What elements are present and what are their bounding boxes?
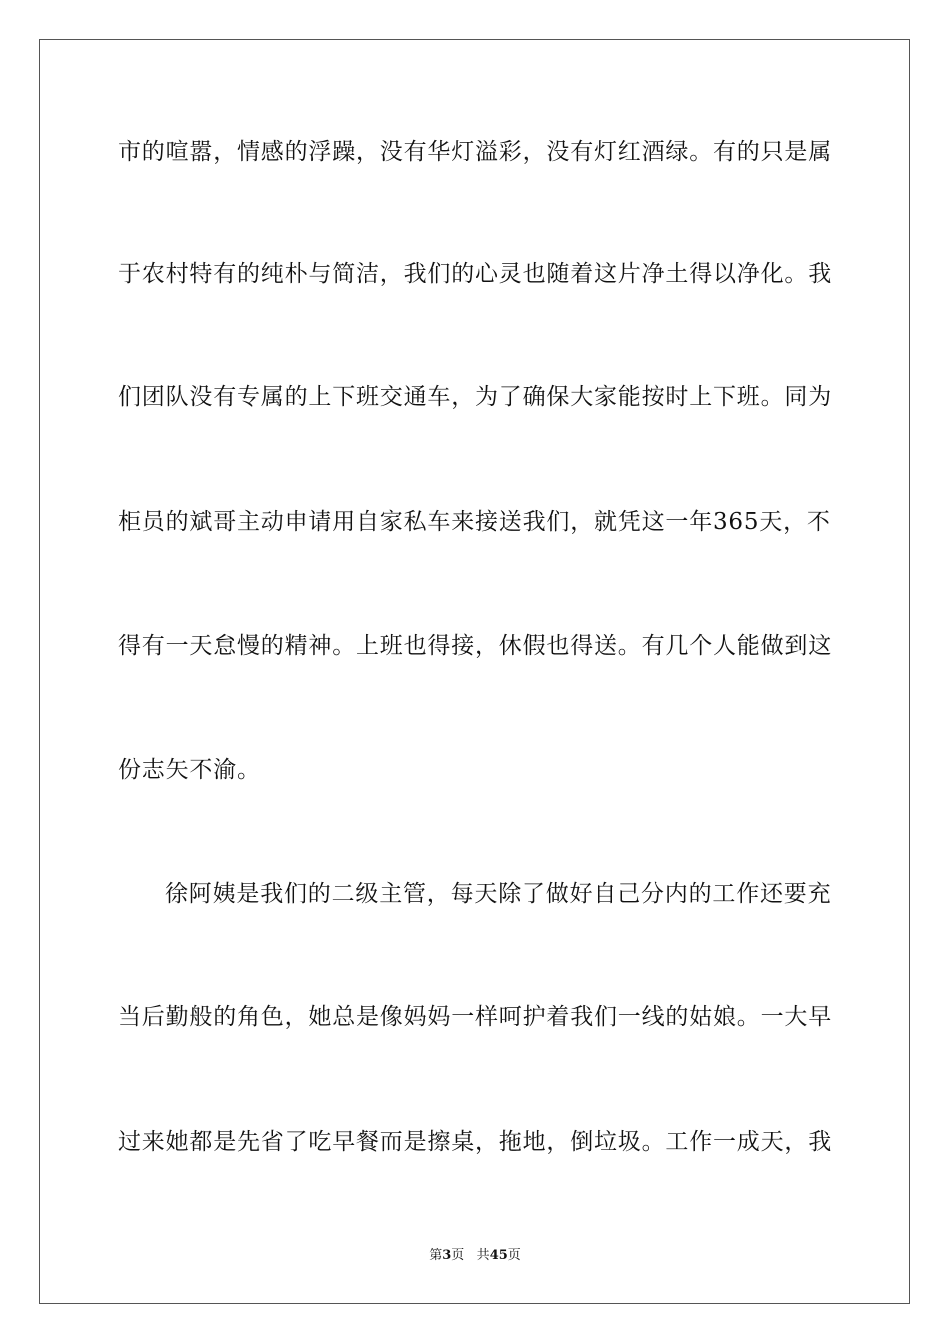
total-suffix: 页 (507, 1248, 521, 1263)
page-suffix: 页 (451, 1248, 465, 1263)
page-number: 3 (442, 1248, 452, 1263)
page-prefix: 第 (429, 1248, 443, 1263)
paragraph-line: 得有一天怠慢的精神。上班也得接，休假也得送。有几个人能做到这 (118, 633, 832, 659)
total-prefix: 共 (476, 1248, 490, 1263)
paragraph-line: 们团队没有专属的上下班交通车，为了确保大家能按时上下班。同为 (118, 384, 832, 410)
page-footer (0, 1248, 950, 1264)
paragraph-line: 柜员的斌哥主动申请用自家私车来接送我们，就凭这一年365天，不 (118, 509, 831, 535)
paragraph-line: 徐阿姨是我们的二级主管，每天除了做好自己分内的工作还要充 (165, 881, 832, 907)
total-pages: 45 (489, 1248, 508, 1263)
paragraph-line: 市的喧嚣，情感的浮躁，没有华灯溢彩，没有灯红酒绿。有的只是属 (118, 139, 832, 165)
page-border (39, 39, 910, 1304)
paragraph-line: 份志矢不渝。 (118, 757, 261, 783)
paragraph-line: 于农村特有的纯朴与简洁，我们的心灵也随着这片净土得以净化。我 (118, 261, 832, 287)
paragraph-line: 过来她都是先省了吃早餐而是擦桌，拖地，倒垃圾。工作一成天，我 (118, 1129, 832, 1155)
paragraph-line: 当后勤般的角色，她总是像妈妈一样呵护着我们一线的姑娘。一大早 (118, 1004, 832, 1030)
